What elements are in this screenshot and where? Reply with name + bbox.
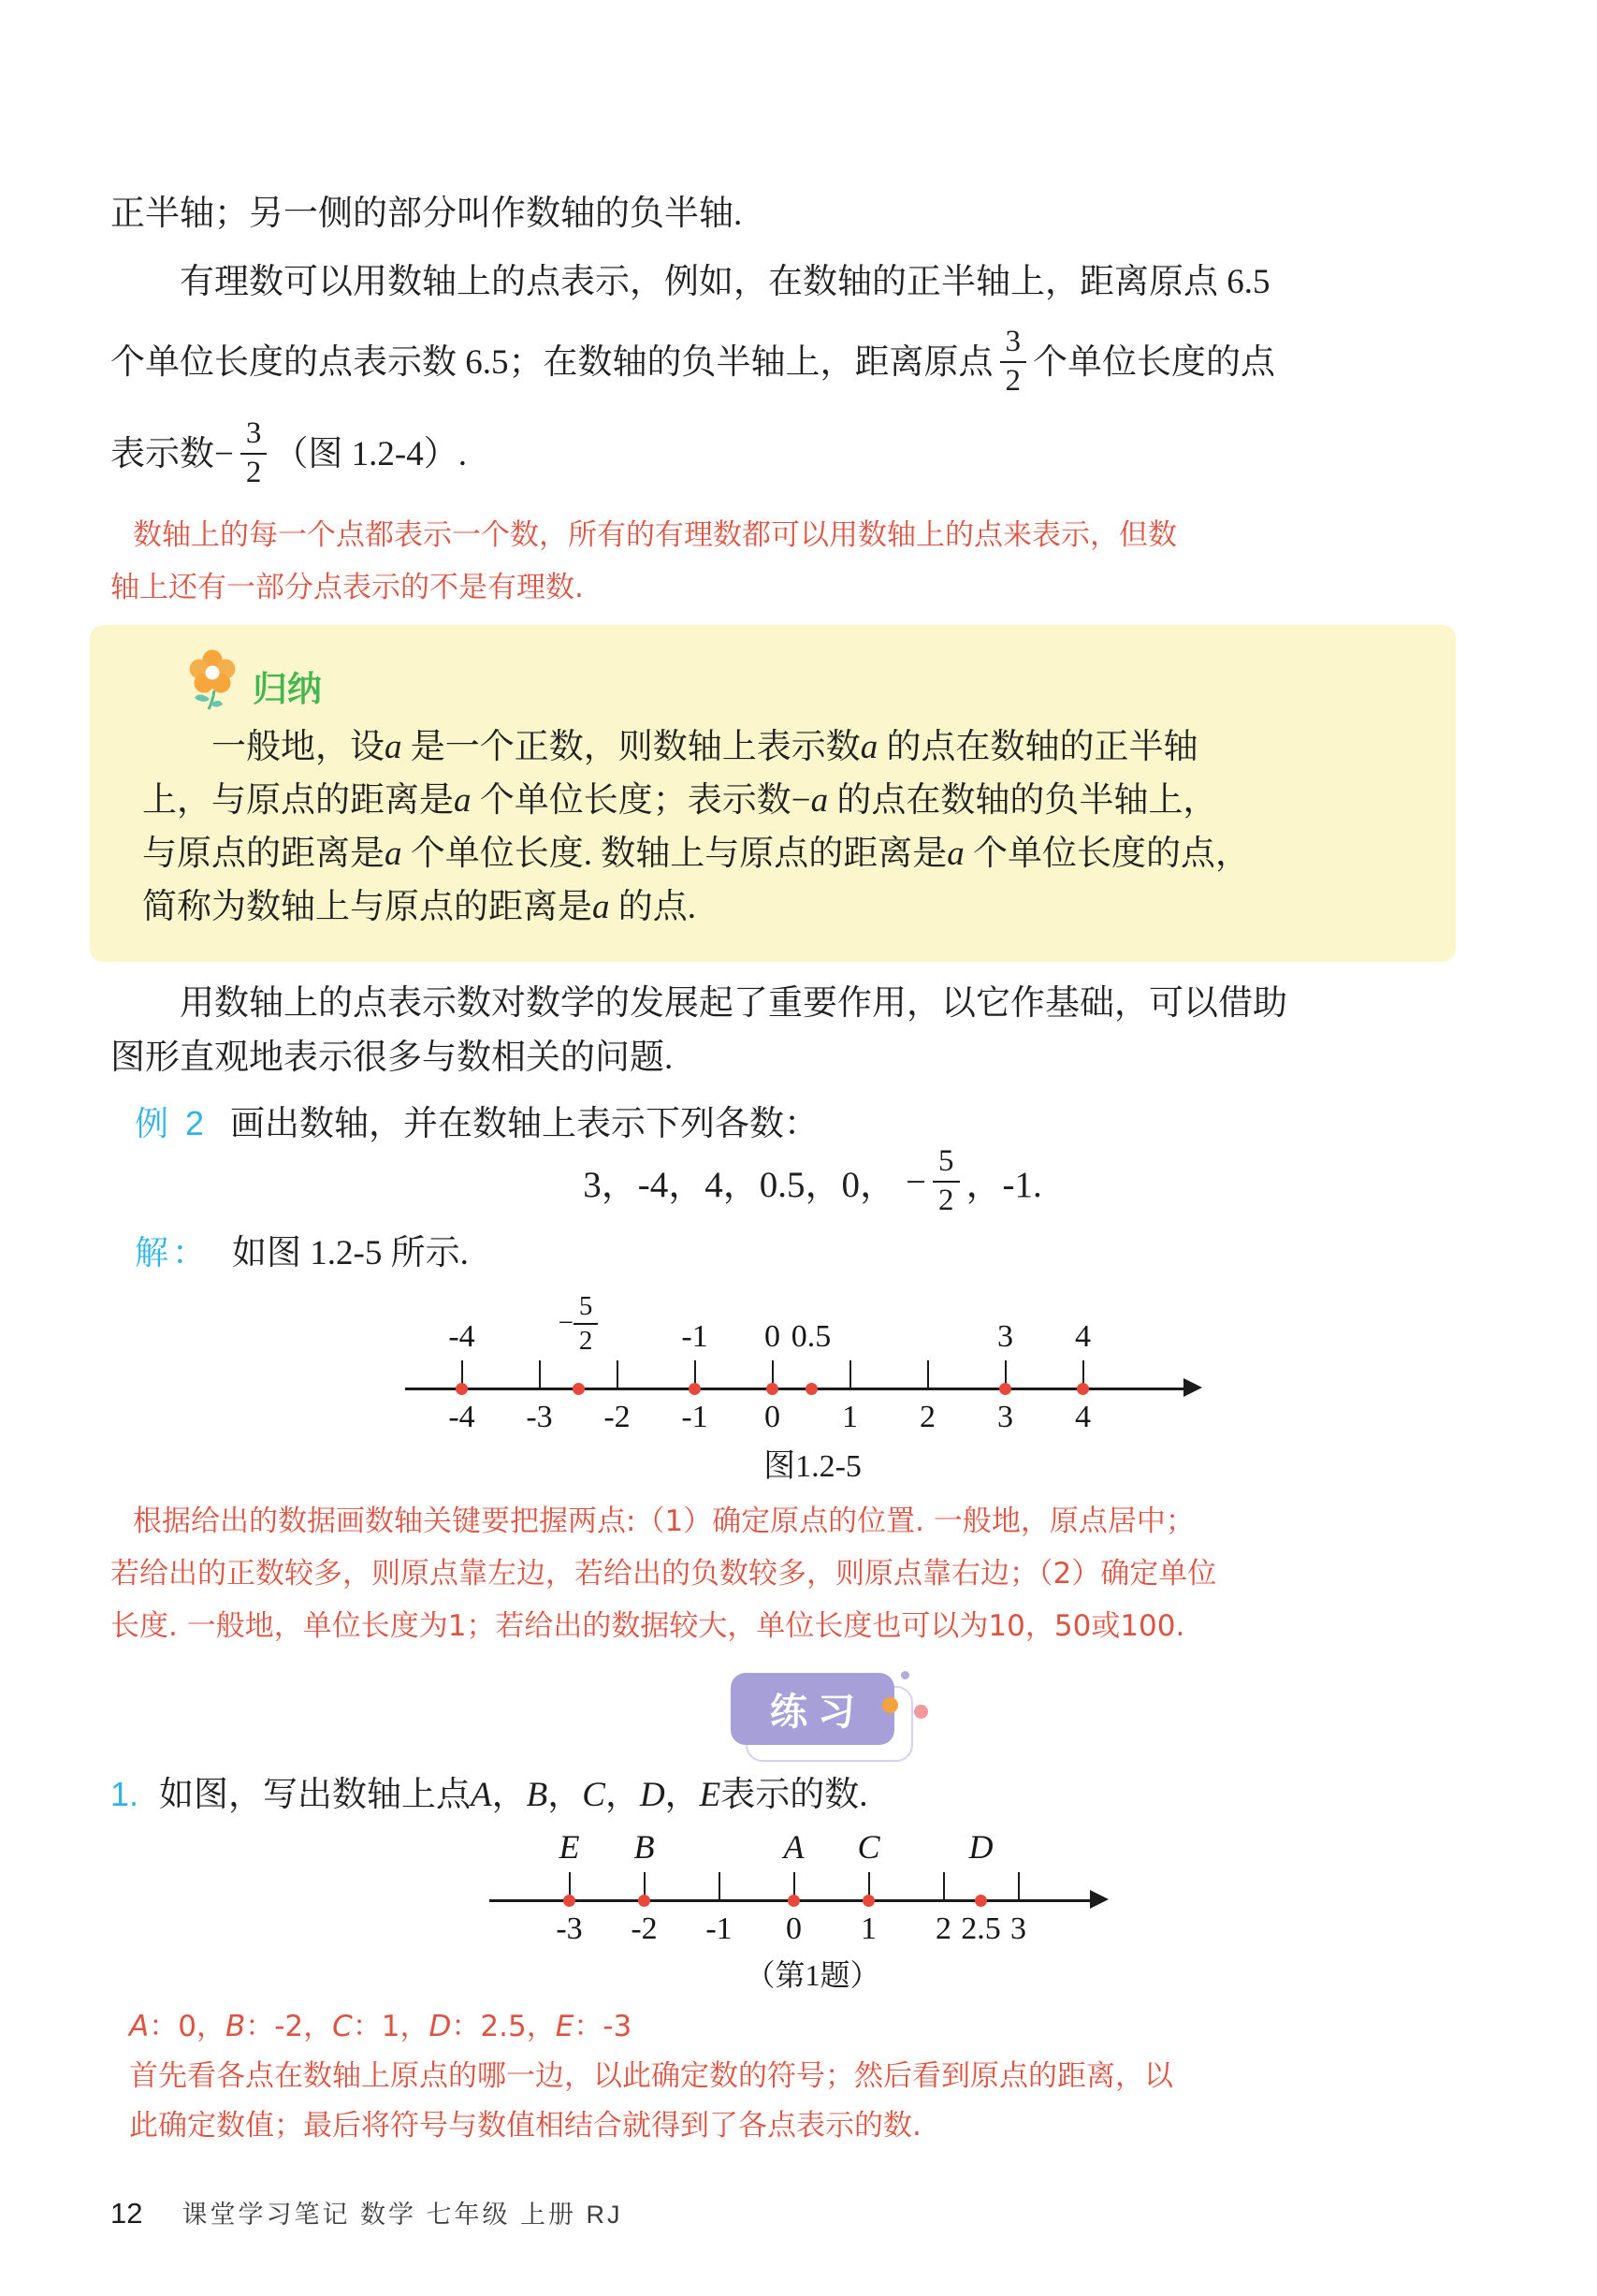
example-2-label: 例 2: [135, 1104, 209, 1142]
solution-row: [135, 1224, 1515, 1272]
point-label: C: [857, 1828, 880, 1866]
page-footer: [110, 2194, 623, 2231]
figure-1-2-5-caption: 图1.2-5: [763, 1449, 862, 1484]
tick-label: 2.5: [961, 1911, 1001, 1946]
point-label: E: [559, 1828, 580, 1866]
point-label: -1: [681, 1319, 708, 1354]
summary-line-1: 一般地，设a 是一个正数，则数轴上表示数a 的点在数轴的正半轴: [211, 728, 1198, 766]
intro-line-4-text-a: 表示数−: [110, 434, 234, 473]
tick-label: -1: [681, 1400, 708, 1434]
example-2-numbers: [110, 1140, 1515, 1224]
decorative-dot-orange: [882, 1697, 898, 1713]
fraction-three-halves: [1000, 326, 1027, 398]
intro-line-4: [110, 408, 1515, 500]
numbers-part-b: ，-1.: [965, 1165, 1042, 1205]
intro-line-4-text-b: （图 1.2-4）.: [273, 434, 467, 473]
axis-arrowhead-icon: [1090, 1890, 1109, 1909]
axis-tick: [1018, 1872, 1021, 1900]
data-point-dot: [806, 1383, 818, 1395]
tick-label: -3: [526, 1400, 553, 1434]
data-point-dot: [689, 1383, 701, 1395]
handwritten-note-2: [110, 1495, 1515, 1652]
data-point-dot: [456, 1383, 468, 1395]
minus-sign: −: [906, 1161, 926, 1202]
point-label: B: [633, 1828, 655, 1866]
point-label: 0.5: [791, 1319, 832, 1354]
flower-icon: [183, 647, 241, 713]
tick-label: -4: [448, 1400, 475, 1434]
tick-label: -1: [705, 1911, 733, 1946]
summary-line-3: 与原点的距离是a 个单位长度. 数轴上与原点的距离是a 个单位长度的点，: [142, 835, 1250, 873]
tick-label: -2: [603, 1400, 631, 1434]
data-point-dot: [975, 1895, 987, 1907]
decorative-dot-pink: [914, 1705, 928, 1719]
fraction-numerator: 5: [933, 1145, 960, 1183]
handwritten-note-line: 根据给出的数据画数轴关键要把握两点:（1）确定原点的位置. 一般地，原点居中；: [133, 1504, 1195, 1538]
handwritten-note-line: 轴上还有一部分点表示的不是有理数.: [110, 571, 584, 604]
fraction-numerator: 3: [1000, 326, 1027, 363]
point-label: A: [783, 1828, 805, 1866]
answer-values-line: A：0，B：-2，C：1，D：2.5，E：-3: [129, 2010, 632, 2043]
numberline-figure-exercise-1: [486, 1814, 1140, 1950]
numbers-part-a: 3，-4，4，0.5，0，: [583, 1165, 896, 1205]
axis-tick: [943, 1872, 946, 1900]
data-point-dot: [638, 1895, 650, 1907]
footer-book-title: 课堂学习笔记 数学 七年级 上册 RJ: [181, 2201, 623, 2229]
fraction-numerator: 3: [240, 417, 268, 455]
summary-title: 归纳: [253, 670, 322, 708]
exercise-1-heading: [110, 1766, 1515, 1814]
axis-tick: [927, 1360, 930, 1388]
decorative-dot-purple: [901, 1671, 909, 1679]
handwritten-note-line: 数轴上的每一个点都表示一个数，所有的有理数都可以用数轴上的点来表示，但数: [133, 518, 1177, 552]
axis-tick: [617, 1360, 619, 1388]
example-2-heading: [135, 1095, 1515, 1143]
intro-line-2: 有理数可以用数轴上的点表示，例如，在数轴的正半轴上，距离原点 6.5: [180, 263, 1270, 301]
tick-label: 0: [786, 1911, 802, 1946]
intro-line-3-text-a: 个单位长度的点表示数 6.5；在数轴的负半轴上，距离原点: [110, 342, 994, 382]
data-point-dot: [999, 1383, 1011, 1395]
summary-line-4: 简称为数轴上与原点的距离是a 的点.: [142, 888, 696, 926]
intro-line-1: 正半轴；另一侧的部分叫作数轴的负半轴.: [110, 195, 743, 233]
data-point-dot: [563, 1895, 575, 1907]
handwritten-answers: [129, 2002, 1515, 2151]
tick-label: 3: [1010, 1911, 1026, 1946]
exercise-1-number: 1.: [110, 1775, 139, 1813]
data-point-dot: [863, 1895, 875, 1907]
numberline-figure-1-2-5: [392, 1274, 1234, 1438]
practice-badge: 练 习: [731, 1673, 894, 1745]
point-label: D: [968, 1828, 994, 1866]
tick-label: 1: [861, 1911, 877, 1946]
point-label: 4: [1075, 1319, 1091, 1354]
axis-line: [405, 1388, 1185, 1390]
axis-tick: [849, 1360, 852, 1388]
summary-line-2: 上，与原点的距离是a 个单位长度；表示数−a 的点在数轴的负半轴上，: [142, 781, 1218, 820]
intro-line-3-text-b: 个单位长度的点: [1033, 342, 1275, 382]
handwritten-note-line: 长度. 一般地，单位长度为1；若给出的数据较大，单位长度也可以为10，50或100.: [110, 1609, 1185, 1643]
tick-label: 0: [764, 1400, 780, 1434]
handwritten-note-line: 若给出的正数较多，则原点靠左边，若给出的负数较多，则原点靠右边；（2）确定单位: [110, 1557, 1217, 1591]
figure-exercise-1-caption: （第1题）: [745, 1958, 880, 1992]
tick-label: -3: [556, 1911, 583, 1946]
example-2-prompt: 画出数轴，并在数轴上表示下列各数：: [230, 1105, 820, 1143]
page-number: 12: [110, 2197, 143, 2230]
axis-tick: [539, 1360, 542, 1388]
summary-title-row: [183, 642, 1418, 713]
answer-explanation-line: 此确定数值；最后将符号与数值相结合就得到了各点表示的数.: [129, 2109, 922, 2143]
tick-label: 2: [920, 1400, 936, 1434]
tick-label: 3: [997, 1400, 1013, 1434]
intro-line-3: [110, 316, 1515, 408]
tick-label: 2: [936, 1911, 951, 1946]
solution-text: 如图 1.2-5 所示.: [232, 1234, 469, 1272]
paragraph-2: [110, 977, 1515, 1085]
tick-label: -2: [631, 1911, 658, 1946]
point-label: 3: [997, 1319, 1013, 1354]
axis-tick: [719, 1872, 721, 1900]
point-label: -4: [448, 1319, 475, 1354]
point-label-fraction: − $\frac{5}{2}$: [522, 1292, 634, 1355]
tick-label: 1: [842, 1400, 858, 1434]
practice-section-badge: [731, 1673, 894, 1745]
paragraph-2-line-2: 图形直观地表示很多与数相关的问题.: [110, 1039, 674, 1077]
point-label: 0: [764, 1319, 780, 1354]
fraction-denominator: 2: [245, 456, 262, 489]
data-point-dot: [766, 1383, 778, 1395]
data-point-dot: [1077, 1383, 1089, 1395]
figure-1-2-5: [110, 1274, 1515, 1486]
handwritten-note-1: [110, 509, 1515, 614]
summary-box: [90, 625, 1456, 962]
fraction-denominator: 2: [938, 1184, 954, 1217]
fraction-denominator: 2: [1005, 364, 1021, 398]
data-point-dot: [573, 1383, 585, 1395]
fraction-three-halves: [240, 417, 268, 489]
exercise-1-text: 如图，写出数轴上点A，B，C，D，E表示的数.: [159, 1776, 868, 1814]
axis-arrowhead-icon: [1183, 1378, 1202, 1397]
tick-label: 4: [1075, 1400, 1091, 1434]
fraction-five-halves: [933, 1145, 960, 1217]
paragraph-2-line-1: 用数轴上的点表示数对数学的发展起了重要作用，以它作基础，可以借助: [180, 984, 1287, 1023]
solution-label: 解：: [135, 1233, 211, 1272]
answer-explanation-line: 首先看各点在数轴上原点的哪一边，以此确定数的符号；然后看到原点的距离，以: [129, 2059, 1173, 2093]
data-point-dot: [788, 1895, 800, 1907]
figure-exercise-1: [110, 1814, 1515, 1995]
